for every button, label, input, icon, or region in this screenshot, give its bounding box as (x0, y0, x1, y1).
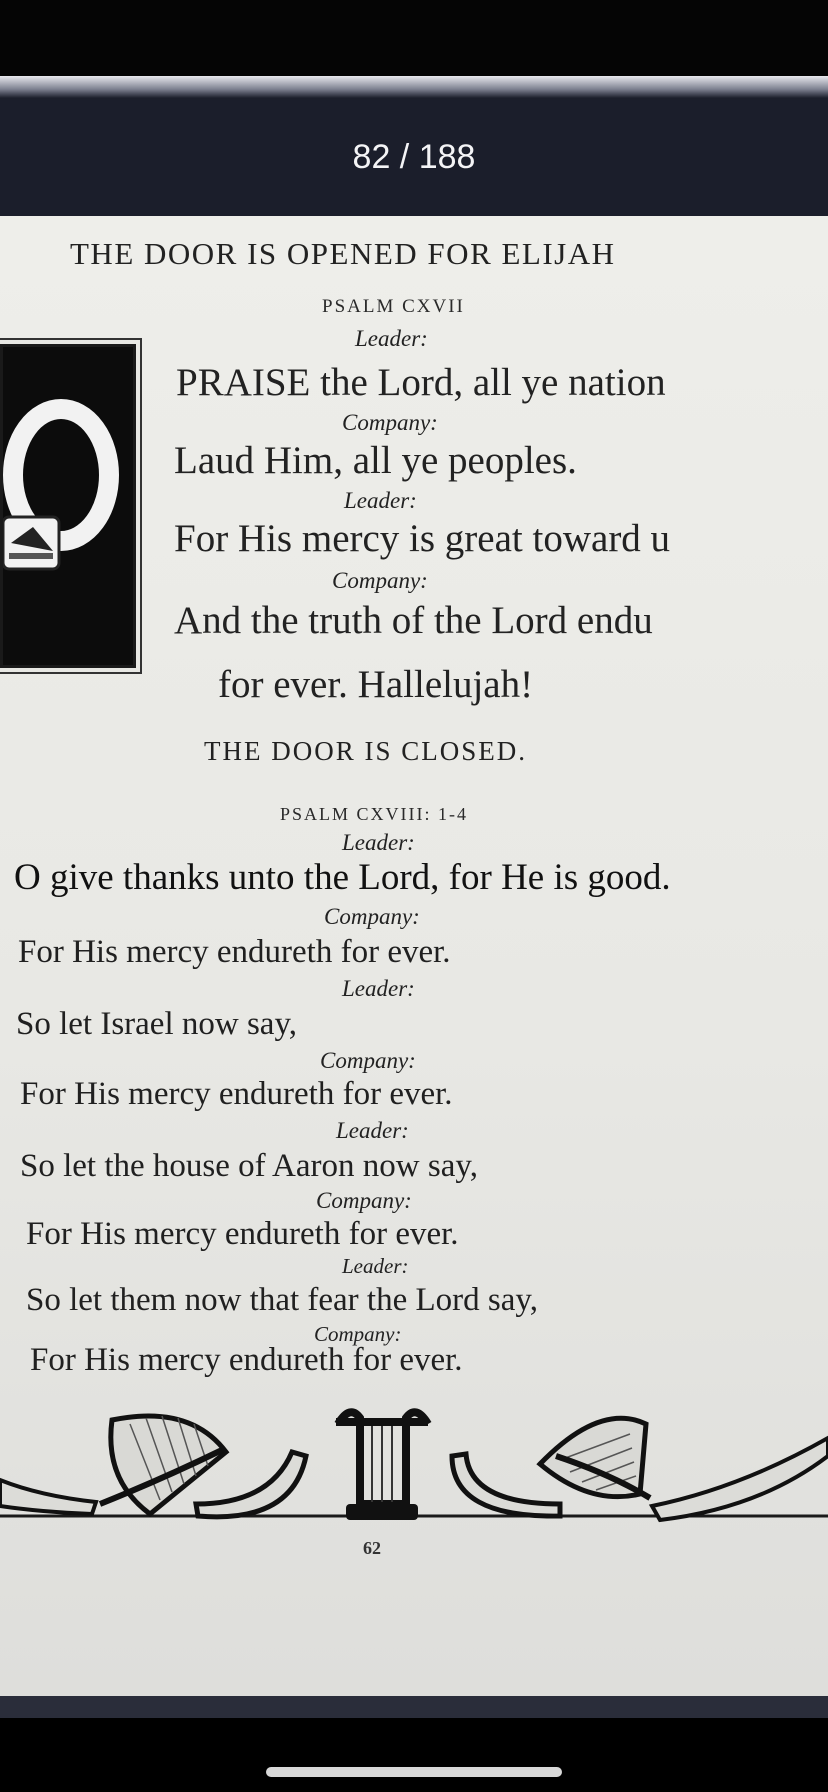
role-label: Company: (342, 410, 438, 435)
verse-line: PRAISE the Lord, all ye nation (176, 361, 666, 404)
verse-line: So let them now that fear the Lord say, (26, 1282, 538, 1318)
verse-line: For His mercy endureth for ever. (18, 934, 451, 970)
verse-line: For His mercy endureth for ever. (20, 1076, 453, 1112)
door-closed-heading: THE DOOR IS CLOSED. (204, 736, 528, 766)
role-label: Leader: (355, 326, 428, 351)
harp-lyre-ornament-icon (0, 1394, 828, 1539)
role-label: Company: (316, 1188, 412, 1213)
drop-cap-o-icon (0, 344, 136, 668)
role-label: Leader: (342, 1254, 409, 1278)
psalm-heading: PSALM CXVIII: 1-4 (280, 804, 469, 824)
header-glare (0, 76, 828, 98)
home-indicator[interactable] (266, 1767, 562, 1777)
status-bar-area (0, 0, 828, 76)
page-counter: 82 / 188 (352, 138, 476, 176)
verse-line: So let Israel now say, (16, 1006, 298, 1042)
bottom-area (0, 1718, 828, 1792)
role-label: Leader: (342, 976, 415, 1001)
page-number: 62 (363, 1538, 381, 1558)
verse-continuation: for ever. Hallelujah! (218, 663, 534, 706)
verse-line: For His mercy endureth for ever. (26, 1216, 459, 1252)
role-label: Company: (314, 1322, 402, 1346)
role-label: Company: (320, 1048, 416, 1073)
role-label: Leader: (344, 488, 417, 513)
role-label: Company: (324, 904, 420, 929)
verse-line: And the truth of the Lord endu (174, 599, 653, 642)
psalm-heading: PSALM CXVII (322, 296, 465, 317)
viewer-footer-band (0, 1696, 828, 1718)
verse-line: So let the house of Aaron now say, (20, 1148, 478, 1184)
role-label: Company: (332, 568, 428, 593)
page-title: THE DOOR IS OPENED FOR ELIJAH (70, 236, 616, 271)
verse-line: Laud Him, all ye peoples. (174, 439, 577, 482)
verse-line: O give thanks unto the Lord, for He is good. (14, 857, 671, 898)
verse-line: For His mercy endureth for ever. (30, 1342, 463, 1378)
scanned-book-page[interactable] (0, 216, 828, 1696)
role-label: Leader: (342, 830, 415, 855)
verse-line: For His mercy is great toward u (174, 517, 671, 560)
role-label: Leader: (336, 1118, 409, 1143)
